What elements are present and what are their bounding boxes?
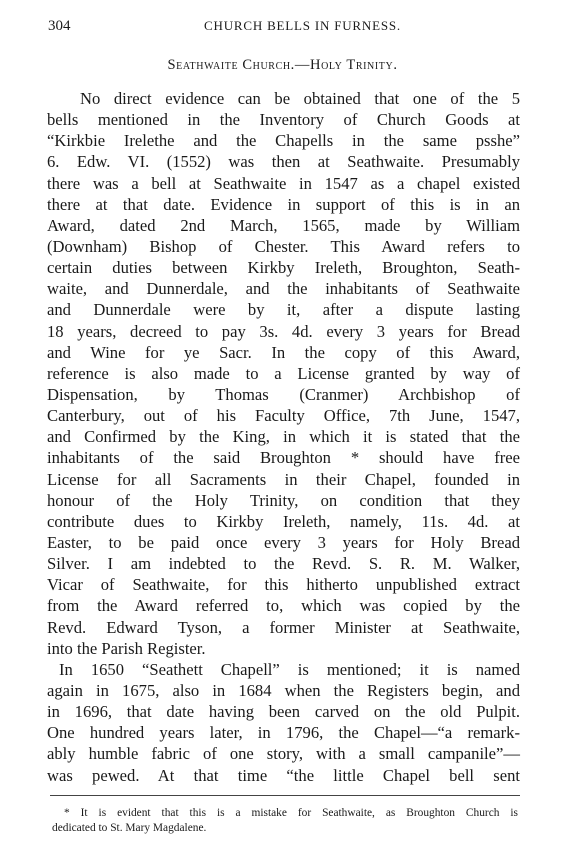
body-text <box>47 88 520 786</box>
text-line: and Dunnerdale were by it, after a dispute lasting <box>47 300 520 320</box>
text-line: and Confirmed by the King, in which it is stated that the <box>47 427 520 447</box>
running-head: CHURCH BELLS IN FURNESS. <box>204 18 401 33</box>
text-line: No direct evidence can be obtained that one of the 5 <box>80 89 520 108</box>
page-header <box>48 18 517 35</box>
text-line: License for all Sacraments in their Chapel, founded in <box>47 469 520 489</box>
text-line: Vicar of Seathwaite, for this hitherto unpublished extract <box>47 575 520 595</box>
text-line: again in 1675, also in 1684 when the Registers begin, and <box>47 680 520 700</box>
text-line: and Wine for ye Sacr. In the copy of this Award, <box>47 342 520 362</box>
text-line: 18 years, decreed to pay 3s. 4d. every 3 years for Bread <box>47 321 520 341</box>
text-line: Canterbury, out of his Faculty Office, 7th June, 1547, <box>47 406 520 426</box>
text-line: contribute dues to Kirkby Ireleth, namely, 11s. 4d. at <box>47 511 520 531</box>
text-line: Dispensation, by Thomas (Cranmer) Archbishop of <box>47 384 520 404</box>
text-line: was pewed. At that time “the little Chapel bell sent <box>47 765 520 785</box>
text-line: into the Parish Register. <box>47 638 206 658</box>
text-line: honour of the Holy Trinity, on condition that they <box>47 490 520 510</box>
text-line: (Downham) Bishop of Chester. This Award refers to <box>47 236 520 256</box>
text-line: “Kirkbie Irelethe and the Chapells in the same psshe” <box>47 131 520 151</box>
text-line: 6. Edw. VI. (1552) was then at Seathwaite. Presumably <box>47 152 520 172</box>
text-line: inhabitants of the said Broughton * should have free <box>47 448 520 468</box>
text-line: waite, and Dunnerdale, and the inhabitants of Seathwaite <box>47 279 520 299</box>
footnote-line: dedicated to St. Mary Magdalene. <box>52 822 207 834</box>
footnote-line: * It is evident that this is a mistake for Seathwaite, as Broughton Church is <box>64 807 518 819</box>
text-line: reference is also made to a License granted by way of <box>47 363 520 383</box>
text-line: bells mentioned in the Inventory of Church Goods at <box>47 110 520 130</box>
text-line: In 1650 “Seathett Chapell” is mentioned; it is named <box>59 659 520 679</box>
text-line: in 1696, that date having been carved on the old Pulpit. <box>47 702 520 722</box>
text-line: ably humble fabric of one story, with a small campanile”— <box>47 744 520 764</box>
footnote-divider <box>50 795 520 796</box>
text-line: certain duties between Kirkby Ireleth, Broughton, Seath- <box>47 258 520 278</box>
text-line: Revd. Edward Tyson, a former Minister at Seathwaite, <box>47 617 520 637</box>
text-line: there was a bell at Seathwaite in 1547 as a chapel existed <box>47 173 520 193</box>
section-title: Seathwaite Church.—Holy Trinity. <box>167 57 398 73</box>
text-line: Silver. I am indebted to the Revd. S. R. M. Walker, <box>47 554 520 574</box>
text-line: One hundred years later, in 1796, the Chapel—“a remark- <box>47 723 520 743</box>
footnote <box>52 806 518 836</box>
text-line: there at that date. Evidence in support of this is in an <box>47 194 520 214</box>
text-line: Award, dated 2nd March, 1565, made by William <box>47 215 520 235</box>
page-number: 304 <box>48 18 71 34</box>
text-line: from the Award referred to, which was copied by the <box>47 596 520 616</box>
text-line: Easter, to be paid once every 3 years for Holy Bread <box>47 532 520 552</box>
